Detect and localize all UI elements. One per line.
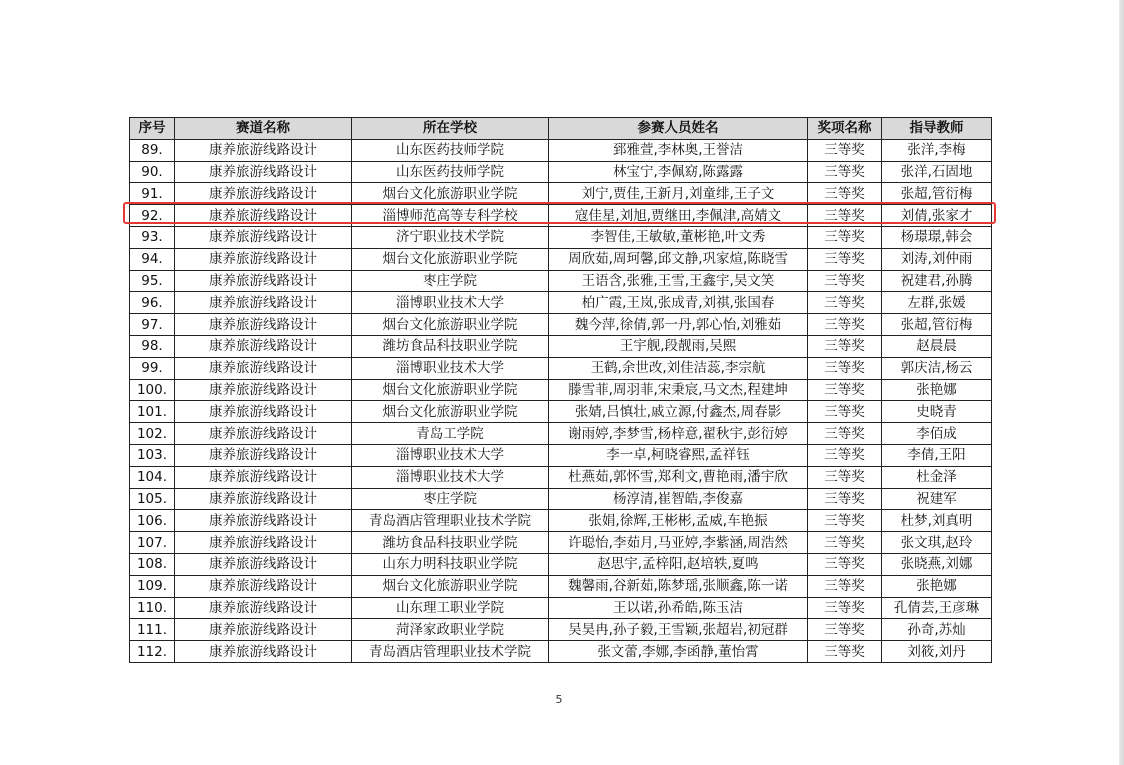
cell-school: 烟台文化旅游职业学院 (352, 575, 549, 597)
table-row (130, 597, 992, 619)
cell-award: 三等奖 (808, 510, 882, 532)
table-row (130, 466, 992, 488)
cell-participants: 柏广霞,王岚,张成青,刘祺,张国春 (549, 292, 808, 314)
table-row (130, 401, 992, 423)
cell-track: 康养旅游线路设计 (175, 597, 352, 619)
cell-index: 109. (130, 575, 175, 597)
cell-index: 93. (130, 226, 175, 248)
cell-participants: 滕雪菲,周羽菲,宋秉宸,马文杰,程建坤 (549, 379, 808, 401)
cell-track: 康养旅游线路设计 (175, 161, 352, 183)
cell-participants: 魏今萍,徐倩,郭一丹,郭心怡,刘雅茹 (549, 314, 808, 336)
page-edge (1119, 0, 1124, 765)
table-row (130, 575, 992, 597)
cell-participants: 王以诺,孙希皓,陈玉洁 (549, 597, 808, 619)
cell-index: 96. (130, 292, 175, 314)
cell-participants: 杨淳清,崔智皓,李俊嘉 (549, 488, 808, 510)
cell-index: 104. (130, 466, 175, 488)
cell-teacher: 郭庆洁,杨云 (882, 357, 992, 379)
cell-award: 三等奖 (808, 553, 882, 575)
awards-table (129, 117, 992, 663)
cell-school: 枣庄学院 (352, 270, 549, 292)
cell-participants: 吴昊冉,孙子毅,王雪颖,张超岩,初冠群 (549, 619, 808, 641)
cell-participants: 李一卓,柯晓睿熙,孟祥钰 (549, 444, 808, 466)
cell-teacher: 杜梦,刘真明 (882, 510, 992, 532)
cell-track: 康养旅游线路设计 (175, 466, 352, 488)
cell-track: 康养旅游线路设计 (175, 510, 352, 532)
cell-track: 康养旅游线路设计 (175, 314, 352, 336)
cell-index: 111. (130, 619, 175, 641)
cell-participants: 林宝宁,李佩窈,陈露露 (549, 161, 808, 183)
cell-track: 康养旅游线路设计 (175, 619, 352, 641)
table-row (130, 139, 992, 161)
cell-school: 山东医药技师学院 (352, 139, 549, 161)
table-header (130, 118, 992, 140)
cell-participants: 赵思宇,孟梓阳,赵培轶,夏鸣 (549, 553, 808, 575)
cell-award: 三等奖 (808, 270, 882, 292)
cell-index: 91. (130, 183, 175, 205)
cell-participants: 周欣茹,周珂馨,邱文静,巩家煊,陈晓雪 (549, 248, 808, 270)
cell-track: 康养旅游线路设计 (175, 444, 352, 466)
cell-track: 康养旅游线路设计 (175, 335, 352, 357)
cell-award: 三等奖 (808, 226, 882, 248)
header-award: 奖项名称 (808, 118, 882, 140)
cell-teacher: 张艳娜 (882, 379, 992, 401)
cell-school: 青岛工学院 (352, 423, 549, 445)
table-row (130, 379, 992, 401)
header-index: 序号 (130, 118, 175, 140)
cell-index: 112. (130, 641, 175, 663)
cell-school: 烟台文化旅游职业学院 (352, 248, 549, 270)
cell-teacher: 刘倩,张家才 (882, 205, 992, 227)
cell-index: 106. (130, 510, 175, 532)
cell-track: 康养旅游线路设计 (175, 270, 352, 292)
cell-teacher: 杜金泽 (882, 466, 992, 488)
cell-participants: 谢雨婷,李梦雪,杨梓意,翟秋宇,彭衍婷 (549, 423, 808, 445)
cell-teacher: 张洋,石固地 (882, 161, 992, 183)
header-row (130, 118, 992, 140)
cell-school: 济宁职业技术学院 (352, 226, 549, 248)
cell-track: 康养旅游线路设计 (175, 488, 352, 510)
cell-award: 三等奖 (808, 183, 882, 205)
cell-index: 105. (130, 488, 175, 510)
cell-index: 95. (130, 270, 175, 292)
cell-award: 三等奖 (808, 488, 882, 510)
cell-teacher: 祝建军 (882, 488, 992, 510)
cell-index: 90. (130, 161, 175, 183)
cell-award: 三等奖 (808, 423, 882, 445)
cell-index: 102. (130, 423, 175, 445)
cell-participants: 许聪怡,李茹月,马亚婷,李紫涵,周浩然 (549, 532, 808, 554)
cell-award: 三等奖 (808, 401, 882, 423)
table-row (130, 161, 992, 183)
cell-teacher: 张超,管衍梅 (882, 314, 992, 336)
cell-school: 山东力明科技职业学院 (352, 553, 549, 575)
cell-track: 康养旅游线路设计 (175, 641, 352, 663)
cell-award: 三等奖 (808, 597, 882, 619)
table-row (130, 553, 992, 575)
cell-teacher: 张晓燕,刘娜 (882, 553, 992, 575)
cell-award: 三等奖 (808, 335, 882, 357)
cell-track: 康养旅游线路设计 (175, 205, 352, 227)
cell-award: 三等奖 (808, 466, 882, 488)
cell-participants: 王语含,张雅,王雪,王鑫宇,吴文笑 (549, 270, 808, 292)
table-row (130, 335, 992, 357)
cell-index: 89. (130, 139, 175, 161)
cell-index: 99. (130, 357, 175, 379)
cell-school: 淄博师范高等专科学校 (352, 205, 549, 227)
cell-index: 98. (130, 335, 175, 357)
cell-track: 康养旅游线路设计 (175, 575, 352, 597)
table-row (130, 423, 992, 445)
cell-award: 三等奖 (808, 532, 882, 554)
cell-teacher: 张洋,李梅 (882, 139, 992, 161)
cell-track: 康养旅游线路设计 (175, 292, 352, 314)
header-track: 赛道名称 (175, 118, 352, 140)
cell-index: 92. (130, 205, 175, 227)
cell-award: 三等奖 (808, 248, 882, 270)
cell-track: 康养旅游线路设计 (175, 401, 352, 423)
table-row (130, 532, 992, 554)
cell-school: 山东理工职业学院 (352, 597, 549, 619)
cell-track: 康养旅游线路设计 (175, 357, 352, 379)
cell-school: 淄博职业技术大学 (352, 357, 549, 379)
cell-school: 烟台文化旅游职业学院 (352, 379, 549, 401)
cell-teacher: 左群,张媛 (882, 292, 992, 314)
cell-award: 三等奖 (808, 444, 882, 466)
cell-teacher: 孙奇,苏灿 (882, 619, 992, 641)
table-row (130, 444, 992, 466)
cell-index: 110. (130, 597, 175, 619)
table-row (130, 510, 992, 532)
cell-index: 108. (130, 553, 175, 575)
cell-track: 康养旅游线路设计 (175, 248, 352, 270)
header-teacher: 指导教师 (882, 118, 992, 140)
cell-award: 三等奖 (808, 139, 882, 161)
cell-award: 三等奖 (808, 641, 882, 663)
cell-teacher: 祝建君,孙腾 (882, 270, 992, 292)
cell-teacher: 孔倩芸,王彦琳 (882, 597, 992, 619)
cell-school: 青岛酒店管理职业技术学院 (352, 510, 549, 532)
cell-track: 康养旅游线路设计 (175, 183, 352, 205)
cell-school: 山东医药技师学院 (352, 161, 549, 183)
cell-track: 康养旅游线路设计 (175, 553, 352, 575)
cell-school: 菏泽家政职业学院 (352, 619, 549, 641)
cell-teacher: 赵晨晨 (882, 335, 992, 357)
cell-teacher: 李佰成 (882, 423, 992, 445)
cell-track: 康养旅游线路设计 (175, 226, 352, 248)
cell-school: 烟台文化旅游职业学院 (352, 183, 549, 205)
cell-school: 青岛酒店管理职业技术学院 (352, 641, 549, 663)
cell-index: 94. (130, 248, 175, 270)
cell-participants: 张婧,吕慎壮,戚立源,付鑫杰,周春影 (549, 401, 808, 423)
cell-teacher: 刘筱,刘丹 (882, 641, 992, 663)
cell-school: 潍坊食品科技职业学院 (352, 532, 549, 554)
cell-award: 三等奖 (808, 575, 882, 597)
table-row (130, 619, 992, 641)
cell-school: 潍坊食品科技职业学院 (352, 335, 549, 357)
cell-participants: 王宇舰,段靓雨,吴熙 (549, 335, 808, 357)
cell-teacher: 张艳娜 (882, 575, 992, 597)
page-number: 5 (555, 693, 563, 706)
table-row (130, 292, 992, 314)
cell-school: 淄博职业技术大学 (352, 292, 549, 314)
table-row (130, 357, 992, 379)
cell-index: 107. (130, 532, 175, 554)
cell-award: 三等奖 (808, 292, 882, 314)
cell-award: 三等奖 (808, 314, 882, 336)
cell-track: 康养旅游线路设计 (175, 379, 352, 401)
cell-participants: 张文蕾,李娜,李函静,董怡霄 (549, 641, 808, 663)
table-row (130, 248, 992, 270)
cell-teacher: 杨璟璟,韩会 (882, 226, 992, 248)
cell-participants: 郅雅萱,李林奥,王誉洁 (549, 139, 808, 161)
header-school: 所在学校 (352, 118, 549, 140)
cell-award: 三等奖 (808, 205, 882, 227)
table-row (130, 488, 992, 510)
cell-teacher: 刘涛,刘仲雨 (882, 248, 992, 270)
cell-track: 康养旅游线路设计 (175, 423, 352, 445)
cell-award: 三等奖 (808, 619, 882, 641)
cell-award: 三等奖 (808, 161, 882, 183)
cell-school: 淄博职业技术大学 (352, 444, 549, 466)
cell-participants: 刘宁,贾佳,王新月,刘童绯,王子文 (549, 183, 808, 205)
cell-teacher: 张文琪,赵玲 (882, 532, 992, 554)
cell-index: 100. (130, 379, 175, 401)
table-row (130, 270, 992, 292)
cell-index: 103. (130, 444, 175, 466)
cell-participants: 李智佳,王敏敏,董彬艳,叶文秀 (549, 226, 808, 248)
cell-track: 康养旅游线路设计 (175, 532, 352, 554)
cell-index: 101. (130, 401, 175, 423)
cell-award: 三等奖 (808, 357, 882, 379)
cell-index: 97. (130, 314, 175, 336)
cell-school: 淄博职业技术大学 (352, 466, 549, 488)
cell-teacher: 张超,管衍梅 (882, 183, 992, 205)
header-participants: 参赛人员姓名 (549, 118, 808, 140)
cell-school: 烟台文化旅游职业学院 (352, 314, 549, 336)
cell-participants: 魏馨雨,谷新茹,陈梦瑶,张顺鑫,陈一诺 (549, 575, 808, 597)
table-row (130, 314, 992, 336)
cell-teacher: 史晓青 (882, 401, 992, 423)
cell-teacher: 李倩,王阳 (882, 444, 992, 466)
table-row (130, 641, 992, 663)
cell-participants: 杜燕茹,郭怀雪,郑利文,曹艳雨,潘宇欣 (549, 466, 808, 488)
cell-participants: 张娟,徐辉,王彬彬,孟威,车艳振 (549, 510, 808, 532)
cell-award: 三等奖 (808, 379, 882, 401)
table-row (130, 226, 992, 248)
cell-school: 烟台文化旅游职业学院 (352, 401, 549, 423)
cell-participants: 王鹤,余世改,刘佳洁蕊,李宗航 (549, 357, 808, 379)
cell-participants: 寇佳星,刘旭,贾继田,李佩津,高婧文 (549, 205, 808, 227)
highlight-box (123, 202, 996, 224)
cell-school: 枣庄学院 (352, 488, 549, 510)
cell-track: 康养旅游线路设计 (175, 139, 352, 161)
